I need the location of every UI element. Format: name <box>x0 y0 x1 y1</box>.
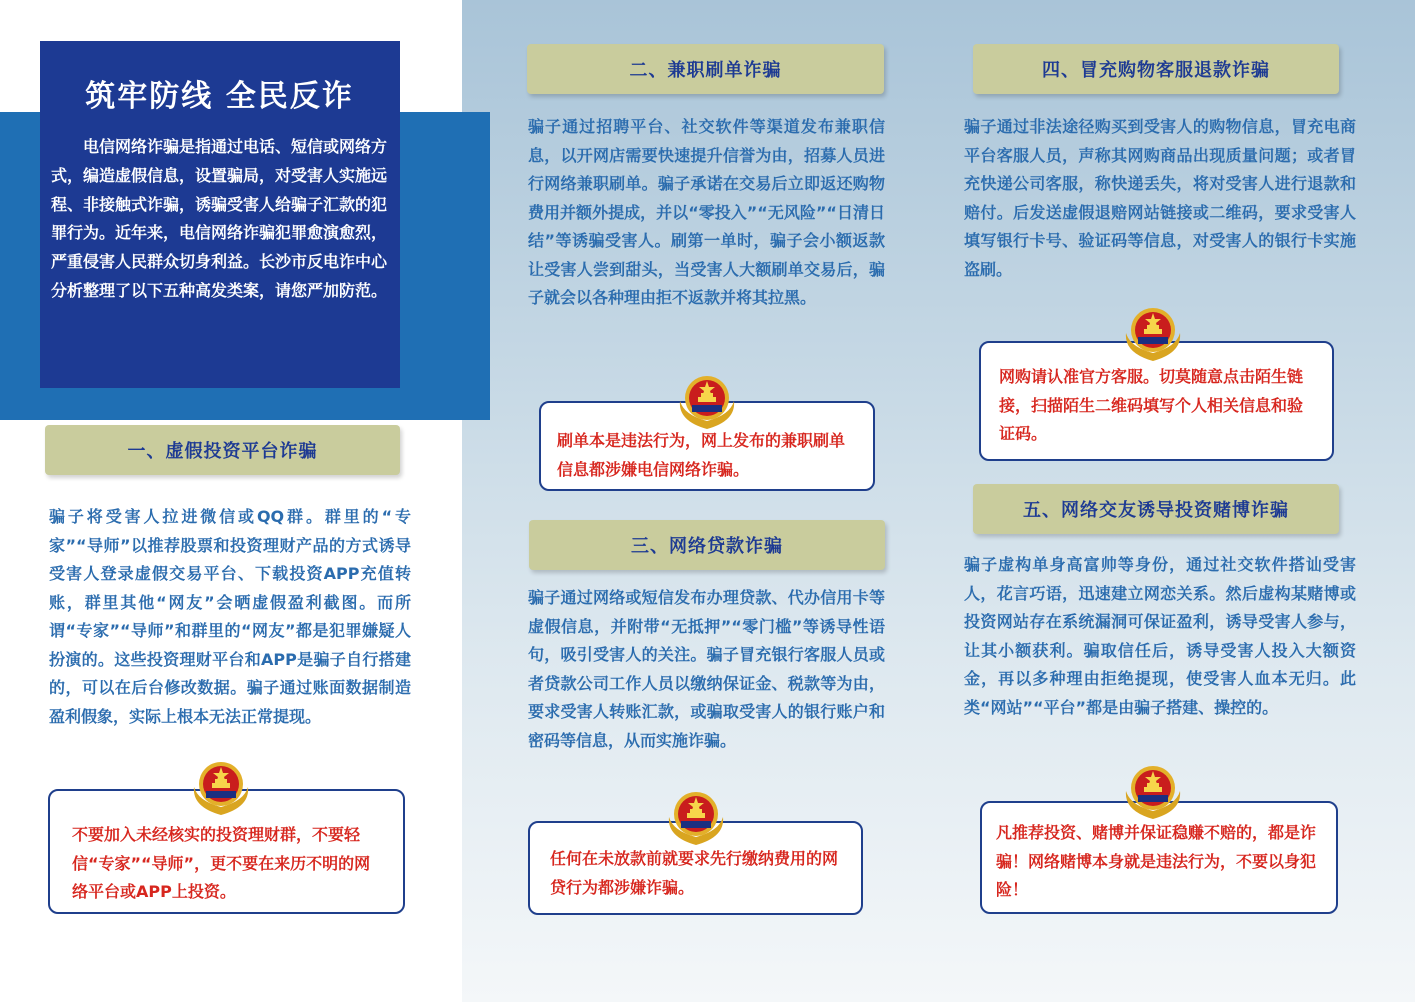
police-emblem-icon <box>674 371 740 431</box>
section-5-heading: 五、网络交友诱导投资赌博诈骗 <box>973 484 1339 534</box>
page-title: 筑牢防线 全民反诈 <box>85 79 354 114</box>
section-5-tip-text: 凡推荐投资、赌博并保证稳赚不赔的，都是诈骗！网络赌博本身就是违法行为，不要以身犯险！ <box>996 823 1317 899</box>
intro-text: 电信网络诈骗是指通过电话、短信或网络方式，编造虚假信息，设置骗局，对受害人实施远程、非接触式诈骗，诱骗受害人给骗子汇款的犯罪行为。近年来，电信网络诈骗犯罪愈演愈烈，严重侵害人民群众切身利益。长沙市反电诈中心分析整理了以下五种高发类案，请您严加防范。 <box>51 137 388 300</box>
police-emblem-icon <box>663 787 729 847</box>
section-4-tip-text: 网购请认准官方客服。切莫随意点击陌生链接，扫描陌生二维码填写个人相关信息和验证码。 <box>999 367 1304 443</box>
section-3-body: 骗子通过网络或短信发布办理贷款、代办信用卡等虚假信息，并附带“无抵押”“零门槛”等诱导性语句，吸引受害人的关注。骗子冒充银行客服人员或者贷款公司工作人员以缴纳保证金、税款等为由，要求受害人转账汇款，或骗取受害人的银行账户和密码等信息，从而实施诈骗。 <box>528 588 885 750</box>
police-emblem-icon <box>1120 761 1186 821</box>
section-1-tip-text: 不要加入未经核实的投资理财群，不要轻信“专家”“导师”，更不要在来历不明的网络平台或APP上投资。 <box>72 825 371 901</box>
section-4-body: 骗子通过非法途径购买到受害人的购物信息，冒充电商平台客服人员，声称其网购商品出现质量问题；或者冒充快递公司客服，称快递丢失，将对受害人进行退款和赔付。后发送虚假退赔网站链接或二维码，要求受害人填写银行卡号、验证码等信息，对受害人的银行卡实施盗刷。 <box>964 117 1356 279</box>
section-1-body: 骗子将受害人拉进微信或QQ群。群里的“专家”“导师”以推荐股票和投资理财产品的方式诱导受害人登录虚假交易平台、下载投资APP充值转账，群里其他“网友”会晒虚假盈利截图。而所谓“专家”“导师”和群里的“网友”都是犯罪嫌疑人扮演的。这些投资理财平台和APP是骗子自行搭建的，可以在后台修改数据。骗子通过账面数据制造盈利假象，实际上根本无法正常提现。 <box>49 507 411 726</box>
section-5-body: 骗子虚构单身高富帅等身份，通过社交软件搭讪受害人，花言巧语，迅速建立网恋关系。然后虚构某赌博或投资网站存在系统漏洞可保证盈利，诱导受害人参与，让其小额获利。骗取信任后，诱导受害人投入大额资金，再以多种理由拒绝提现，使受害人血本无归。此类“网站”“平台”都是由骗子搭建、操控的。 <box>964 555 1356 717</box>
section-1-heading: 一、虚假投资平台诈骗 <box>45 425 400 475</box>
police-emblem-icon <box>1120 303 1186 363</box>
section-3-tip-text: 任何在未放款前就要求先行缴纳费用的网贷行为都涉嫌诈骗。 <box>550 849 839 897</box>
section-2-body: 骗子通过招聘平台、社交软件等渠道发布兼职信息，以开网店需要快速提升信誉为由，招募人员进行网络兼职刷单。骗子承诺在交易后立即返还购物费用并额外提成，并以“零投入”“无风险”“日清日结”等诱骗受害人。刷第一单时，骗子会小额返款让受害人尝到甜头，当受害人大额刷单交易后，骗子就会以各种理由拒不返款并将其拉黑。 <box>528 117 885 307</box>
section-3-heading: 三、网络贷款诈骗 <box>529 520 885 570</box>
section-2-tip-text: 刷单本是违法行为，网上发布的兼职刷单信息都涉嫌电信网络诈骗。 <box>557 431 846 479</box>
section-4-heading: 四、冒充购物客服退款诈骗 <box>973 44 1339 94</box>
police-emblem-icon <box>188 757 254 817</box>
intro-panel <box>40 41 400 388</box>
section-2-heading: 二、兼职刷单诈骗 <box>527 44 884 94</box>
